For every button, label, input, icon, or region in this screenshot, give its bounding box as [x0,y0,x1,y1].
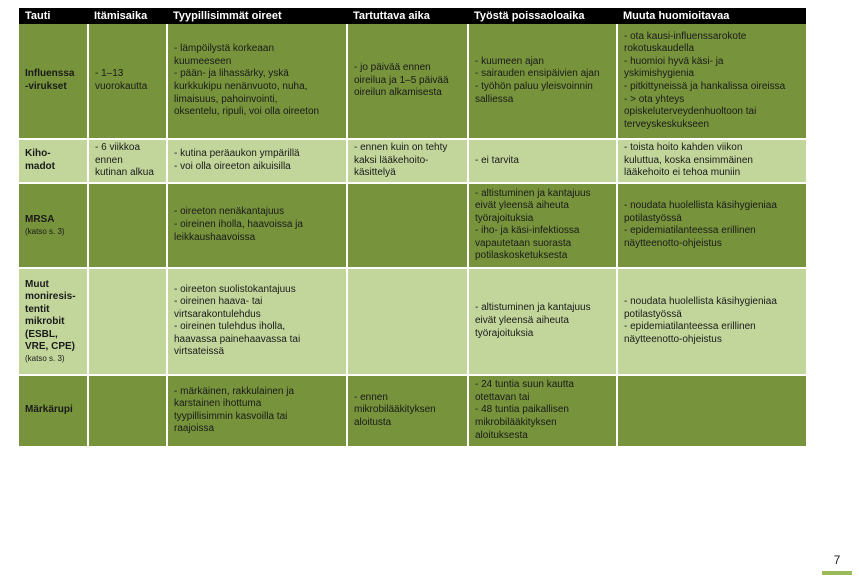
cell-text-line: - ennen [354,391,388,403]
cell-text-line: - ei tarvita [475,154,519,166]
header-work-absence: Työstä poissaoloaika [468,8,617,24]
symptoms-cell [167,183,347,268]
disease-name-cell [19,375,88,447]
cell-text-line: lääkehoito ei tehoa muniin [624,167,741,179]
header-symptoms: Tyypillisimmät oireet [167,8,347,24]
cell-text-line: - oireinen tulehdus iholla, [174,321,286,333]
disease-name-cell [19,183,88,268]
disease-name-cell [19,268,88,375]
symptoms-cell [167,375,347,447]
disease-name-line: madot [25,160,55,172]
cell-text-line: - pään- ja lihassärky, yskä [174,68,289,80]
cell-text-line: - toista hoito kahden viikon [624,142,743,153]
table-row [19,24,806,139]
page-number-text: 7 [833,553,841,567]
cell-text-line: aloituksesta [475,429,528,441]
cell-text-line: limaisuus, pahoinvointi, [174,93,278,105]
disease-table [19,8,806,448]
cell-text-line: - epidemiatilanteessa erillinen [624,225,756,237]
cell-text-line: - > ota yhteys [624,93,685,105]
cell-text-line: kaksi lääkehoito- [354,154,429,166]
notes-cell [617,139,806,183]
symptoms-cell [167,24,347,139]
page-number [822,549,852,575]
incubation-cell [88,375,167,447]
contagious-period-cell [347,183,468,268]
incubation-cell [88,183,167,268]
table-row [19,268,806,375]
disease-reference-note: (katso s. 3) [25,226,65,236]
cell-text-line: - 24 tuntia suun kautta [475,379,574,391]
cell-text-line: - 6 viikkoa [95,142,141,153]
header-notes: Muuta huomioitavaa [617,8,806,24]
disease-name-line: mikrobit [25,316,65,328]
cell-text-line: ennen [95,154,123,166]
cell-text-line: - 48 tuntia paikallisen [475,404,569,416]
cell-text-line: työrajoituksia [475,327,534,339]
work-absence-cell [468,268,617,375]
cell-text-line: kurkkukipu nenänvuoto, nuha, [174,81,308,92]
incubation-cell [88,24,167,139]
disease-name-line: VRE, CPE) [25,341,76,353]
cell-text-line: - oireeton nenäkantajuus [174,206,285,218]
notes-cell [617,183,806,268]
cell-text-line: tyypillisimmin kasvoilla tai [174,410,288,422]
cell-text-line: rokotuskaudella [624,43,695,55]
cell-text-line: - huomioi hyvä käsi- ja [624,55,724,67]
cell-text-line: oireilua ja 1–5 päivää [354,74,449,86]
symptoms-cell [167,268,347,375]
disease-name-line: Kiho- [25,148,51,160]
cell-text-line: oksentelu, ripuli, voi olla oireeton [174,106,320,118]
cell-text-line: - ennen kuin on tehty [354,142,448,153]
work-absence-cell [468,375,617,447]
cell-text-line: potilastyössä [624,308,682,320]
cell-text-line: - pitkittyneissä ja hankalissa oireissa [624,81,786,92]
cell-text-line: käsittelyä [354,167,396,179]
cell-text-line: - oireinen iholla, haavoissa ja [174,218,303,230]
contagious-period-cell [347,375,468,447]
table-row [19,183,806,268]
symptoms-cell [167,139,347,183]
disease-name-line: Muut [25,278,49,290]
cell-text-line: eivät yleensä aiheuta [475,200,569,212]
notes-cell [617,24,806,139]
cell-text-line: mikrobilääkityksen [475,417,557,429]
table-body [19,24,806,447]
notes-cell [617,375,806,447]
cell-text-line: - noudata huolellista käsihygieniaa [624,200,777,212]
header-row [19,8,806,24]
cell-text-line: - jo päivää ennen [354,62,431,74]
disease-name-line: MRSA [25,213,55,225]
cell-text-line: salliessa [475,93,514,105]
work-absence-cell [468,139,617,183]
cell-text-line: mikrobilääkityksen [354,404,436,416]
cell-text-line: terveyskeskukseen [624,118,710,130]
cell-text-line: - kuumeen ajan [475,55,544,67]
cell-text-line: potilaskosketuksesta [475,250,568,262]
cell-text-line: - voi olla oireeton aikuisilla [174,160,291,172]
disease-name-line: tentit [25,303,50,315]
contagious-period-cell [347,24,468,139]
cell-text-line: - oireeton suolistokantajuus [174,283,296,295]
table-row [19,375,806,447]
cell-text-line: eivät yleensä aiheuta [475,314,569,326]
disease-name-line: Influenssa [25,68,75,80]
disease-name-cell [19,24,88,139]
cell-text-line: karstainen ihottuma [174,398,262,410]
incubation-cell [88,139,167,183]
header-contagious-period: Tartuttava aika [347,8,468,24]
disease-name-cell [19,139,88,183]
disease-name-line: moniresis- [25,291,76,303]
cell-text-line: - märkäinen, rakkulainen ja [174,385,295,397]
disease-reference-note: (katso s. 3) [25,354,65,364]
cell-text-line: - noudata huolellista käsihygieniaa [624,296,777,308]
cell-text-line: - työhön paluu yleisvoinnin [475,81,593,92]
cell-text-line: potilastyössä [624,212,682,224]
cell-text-line: - altistuminen ja kantajuus [475,302,591,314]
cell-text-line: kuumeeseen [174,55,232,67]
incubation-cell [88,268,167,375]
cell-text-line: - iho- ja käsi-infektiossa [475,225,580,237]
cell-text-line: työrajoituksia [475,212,534,224]
contagious-period-cell [347,268,468,375]
cell-text-line: virtsateissä [174,346,225,358]
contagious-period-cell [347,139,468,183]
cell-text-line: aloitusta [354,417,392,429]
cell-text-line: - oireinen haava- tai [174,296,263,308]
cell-text-line: raajoissa [174,423,215,435]
cell-text-line: leikkaushaavoissa [174,231,256,243]
cell-text-line: - lämpöilystä korkeaan [174,43,275,55]
cell-text-line: - 1–13 [95,68,124,80]
table-row [19,139,806,183]
cell-text-line: kuluttua, koska ensimmäinen [624,154,753,166]
cell-text-line: haavassa painehaavassa tai [174,333,301,345]
cell-text-line: yskimishygienia [624,68,695,80]
cell-text-line: - epidemiatilanteessa erillinen [624,321,756,333]
cell-text-line: otettavan tai [475,391,530,403]
cell-text-line: virtsarakontulehdus [174,308,261,320]
header-incubation: Itämisaika [88,8,167,24]
cell-text-line: - sairauden ensipäivien ajan [475,68,600,80]
cell-text-line: näytteenotto-ohjeistus [624,237,722,249]
header-disease: Tauti [19,8,88,24]
cell-text-line: vuorokautta [95,81,148,92]
cell-text-line: - altistuminen ja kantajuus [475,187,591,199]
work-absence-cell [468,183,617,268]
cell-text-line: vapautetaan suorasta [475,237,572,249]
work-absence-cell [468,24,617,139]
disease-name-line: Märkärupi [25,404,73,416]
cell-text-line: opiskeluterveydenhuoltoon tai [624,106,757,118]
notes-cell [617,268,806,375]
cell-text-line: - ota kausi-influenssarokote [624,30,747,42]
disease-name-line: -virukset [25,81,67,92]
disease-name-line: (ESBL, [25,328,58,340]
cell-text-line: näytteenotto-ohjeistus [624,333,722,345]
cell-text-line: kutinan alkua [95,167,154,179]
cell-text-line: oireilun alkamisesta [354,87,442,99]
cell-text-line: - kutina peräaukon ympärillä [174,148,300,160]
